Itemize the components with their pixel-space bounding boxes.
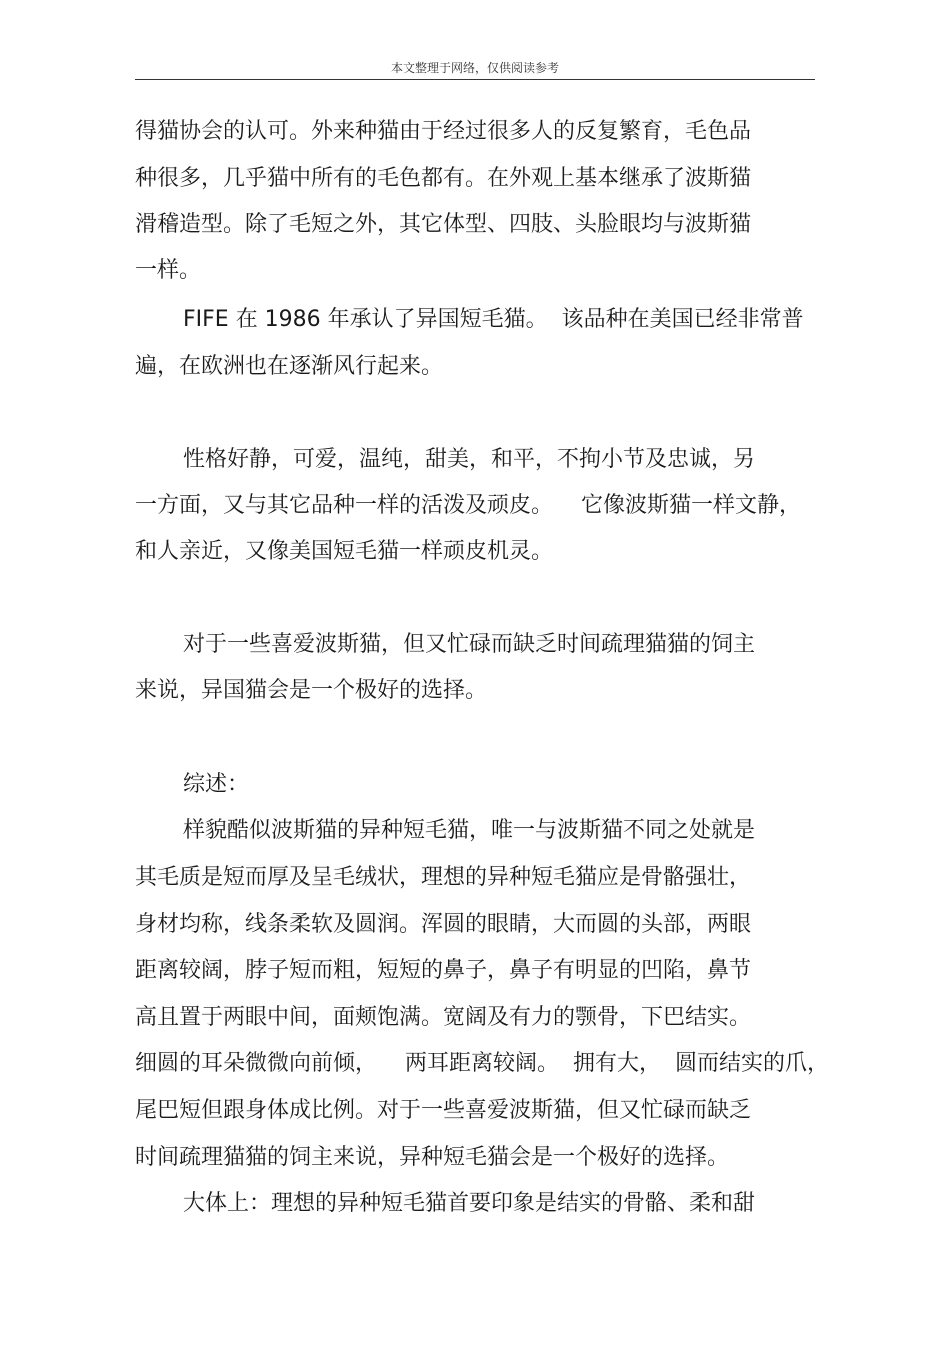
text-line: 时间疏理猫猫的饲主来说，异种短毛猫会是一个极好的选择。 (135, 1145, 730, 1170)
text-line: 一样。 (135, 258, 202, 283)
text-line: 尾巴短但跟身体成比例。对于一些喜爱波斯猫，但又忙碌而缺乏 (135, 1098, 752, 1123)
text-line: 高且置于两眼中间，面颊饱满。宽阔及有力的颚骨，下巴结实。 (135, 1005, 752, 1030)
text-line: 身材均称，线条柔软及圆润。浑圆的眼睛，大而圆的头部，两眼 (135, 912, 752, 937)
text-line: 性格好静，可爱，温纯，甜美，和平，不拘小节及忠诚，另 (183, 447, 756, 472)
text-line: 细圆的耳朵微微向前倾， 两耳距离较阔。 拥有大， 圆而结实的爪， (135, 1051, 829, 1076)
text-line: 大体上：理想的异种短毛猫首要印象是结实的骨骼、柔和甜 (183, 1191, 756, 1216)
text-line: 样貌酷似波斯猫的异种短毛猫，唯一与波斯猫不同之处就是 (183, 818, 756, 843)
text-line: 得猫协会的认可。外来种猫由于经过很多人的反复繁育，毛色品 (135, 119, 752, 144)
header-divider (135, 79, 815, 80)
text-line: 对于一些喜爱波斯猫，但又忙碌而缺乏时间疏理猫猫的饲主 (183, 632, 756, 657)
header-text: 本文整理于网络，仅供阅读参考 (390, 61, 559, 75)
text-line: 一方面，又与其它品种一样的活泼及顽皮。 它像波斯猫一样文静， (135, 493, 801, 518)
text-line: 滑稽造型。除了毛短之外，其它体型、四肢、头脸眼均与波斯猫 (135, 212, 752, 237)
text-line: 种很多，几乎猫中所有的毛色都有。在外观上基本继承了波斯猫 (135, 166, 752, 191)
text-line: 来说，异国猫会是一个极好的选择。 (135, 678, 488, 703)
text-line: 距离较阔，脖子短而粗，短短的鼻子，鼻子有明显的凹陷，鼻节 (135, 958, 752, 983)
text-line: 和人亲近，又像美国短毛猫一样顽皮机灵。 (135, 539, 554, 564)
text-line: 其毛质是短而厚及呈毛绒状，理想的异种短毛猫应是骨骼强壮， (135, 865, 752, 890)
section-heading: 综述： (183, 772, 250, 797)
text-line: 遍，在欧洲也在逐渐风行起来。 (135, 354, 444, 379)
text-line: FIFE 在 1986 年承认了异国短毛猫。 该品种在美国已经非常普 (183, 307, 804, 332)
